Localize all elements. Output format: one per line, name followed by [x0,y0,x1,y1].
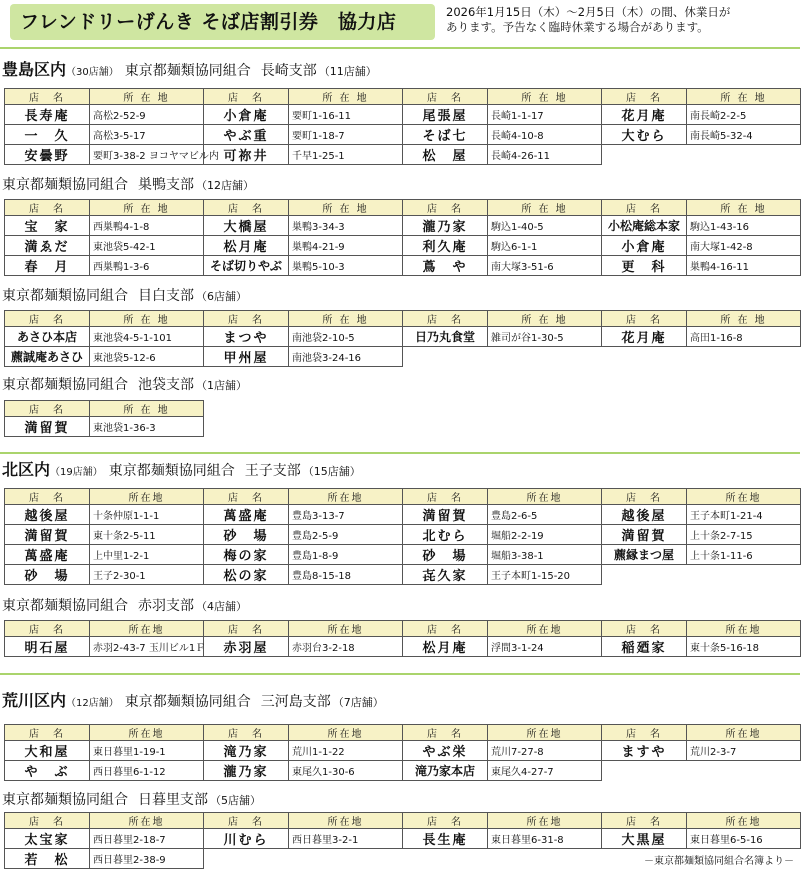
shop-address: 要町3-38-2 ヨコヤマビル内 [90,145,204,165]
shop-address: 長崎4-26-11 [488,145,602,165]
shop-address: 巣鴨4-21-9 [289,236,403,256]
shop-name: 砂 場 [204,525,289,545]
shop-address: 巣鴨4-16-11 [687,256,801,276]
table-row [5,236,801,256]
shop-name: やぶ栄 [403,741,488,761]
ward-count: （19店舗） [50,467,103,478]
shop-address: 南大塚1-42-8 [687,236,801,256]
shop-name: 藨誠庵あさひ [5,347,90,367]
shop-address: 王子本町1-21-4 [687,505,801,525]
shop-address: 高松3-5-17 [90,125,204,145]
branch-count: （11店舗） [318,65,377,78]
shop-address: 駒込1-43-16 [687,216,801,236]
org-name: 東京都麺類協同組合 [2,288,128,304]
table-row [5,216,801,236]
table-row [5,145,801,165]
branch-count: （7店舗） [332,696,384,709]
shop-address: 東日暮里6-31-8 [488,829,602,849]
empty-cell [403,347,488,367]
table-header-row [5,813,801,829]
shop-name: 花月庵 [602,105,687,125]
shop-name: 可祢井 [204,145,289,165]
divider [0,47,800,49]
shop-name: 北むら [403,525,488,545]
column-header-address: 所 在 地 [289,200,403,216]
shop-address: 西日暮里6-1-12 [90,761,204,781]
section-title-oji [2,461,361,482]
column-header-name: 店 名 [403,725,488,741]
shop-name: 大橋屋 [204,216,289,236]
shop-address: 南長崎5-32-4 [687,125,801,145]
column-header-address: 所 在 地 [289,311,403,327]
shop-table-akabane [4,620,801,657]
notice-line-2: あります。予告なく臨時休業する場合があります。 [446,20,709,34]
shop-name: 大黒屋 [602,829,687,849]
empty-cell [602,145,687,165]
column-header-address: 所在地 [687,725,801,741]
table-row [5,256,801,276]
shop-name: 藨縁まつ屋 [602,545,687,565]
shop-name: 満留賀 [5,525,90,545]
ward-name: 荒川区内 [2,691,67,710]
shop-name: 瀧乃家 [403,216,488,236]
shop-address: 豊島2-5-9 [289,525,403,545]
shop-name: 明石屋 [5,637,90,657]
shop-address: 東尾久4-27-7 [488,761,602,781]
ward-count: （12店舗） [66,698,119,709]
branch-count: （5店舗） [210,794,261,807]
branch-name: 赤羽支部 [138,598,194,614]
table-row [5,637,801,657]
table-row [5,105,801,125]
column-header-address: 所在地 [488,813,602,829]
column-header-name: 店 名 [602,89,687,105]
empty-cell [488,849,602,869]
shop-address: 豊島2-6-5 [488,505,602,525]
shop-address: 西巣鴨4-1-8 [90,216,204,236]
column-header-name: 店 名 [204,200,289,216]
column-header-address: 所在地 [90,725,204,741]
header [0,0,800,44]
column-header-name: 店 名 [5,621,90,637]
column-header-address: 所在地 [90,489,204,505]
shop-name: ますや [602,741,687,761]
shop-address: 千早1-25-1 [289,145,403,165]
shop-address: 上十条2-7-15 [687,525,801,545]
empty-cell [289,849,403,869]
section-title-mikawashima [2,692,384,713]
shop-name: 小松庵総本家 [602,216,687,236]
column-header-name: 店 名 [5,401,90,417]
table-header-row [5,489,801,505]
shop-name: 梅の家 [204,545,289,565]
shop-address: 巣鴨3-34-3 [289,216,403,236]
shop-name: 蔦 や [403,256,488,276]
shop-name: 満留賀 [602,525,687,545]
empty-cell [687,761,801,781]
column-header-address: 所 在 地 [488,200,602,216]
column-header-name: 店 名 [602,200,687,216]
section-title-mejiro [2,287,247,306]
shop-name: 川むら [204,829,289,849]
table-row [5,741,801,761]
column-header-address: 所在地 [289,725,403,741]
notice-line-1: 2026年1月15日（木）～2月5日（木）の間、休業日が [446,5,731,19]
shop-address: 東池袋5-12-6 [90,347,204,367]
column-header-address: 所在地 [488,621,602,637]
shop-address: 十条仲原1-1-1 [90,505,204,525]
shop-address: 王子本町1-15-20 [488,565,602,585]
branch-name: 日暮里支部 [138,792,208,808]
shop-address: 東十条2-5-11 [90,525,204,545]
column-header-name: 店 名 [602,621,687,637]
shop-address: 赤羽台3-2-18 [289,637,403,657]
column-header-address: 所 在 地 [488,89,602,105]
branch-count: （4店舗） [196,600,247,613]
column-header-address: 所 在 地 [289,89,403,105]
shop-name: 萬盛庵 [5,545,90,565]
branch-name: 巣鴨支部 [138,177,194,193]
branch-name: 長崎支部 [260,63,317,79]
shop-table-ikebukuro [4,400,204,437]
shop-name: 大むら [602,125,687,145]
column-header-name: 店 名 [602,813,687,829]
shop-name: 滝乃家 [204,741,289,761]
table-header-row [5,725,801,741]
shop-address: 西日暮里3-2-1 [289,829,403,849]
section-title-sugamo [2,176,254,195]
shop-name: 尾張屋 [403,105,488,125]
shop-name: 小倉庵 [204,105,289,125]
column-header-address: 所在地 [289,813,403,829]
column-header-address: 所在地 [90,813,204,829]
column-header-name: 店 名 [403,200,488,216]
column-header-name: 店 名 [204,311,289,327]
shop-name: 春 月 [5,256,90,276]
branch-count: （15店舗） [302,465,361,478]
shop-name: 太宝家 [5,829,90,849]
shop-table-sugamo [4,199,801,276]
column-header-name: 店 名 [5,489,90,505]
column-header-name: 店 名 [204,89,289,105]
column-header-name: 店 名 [403,813,488,829]
column-header-address: 所 在 地 [90,200,204,216]
table-header-row [5,200,801,216]
table-header-row [5,89,801,105]
shop-address: 西日暮里2-18-7 [90,829,204,849]
shop-name: 更 科 [602,256,687,276]
shop-name: 松月庵 [204,236,289,256]
table-row [5,525,801,545]
shop-table-mikawashima [4,724,801,781]
empty-cell [687,347,801,367]
shop-name: 赤羽屋 [204,637,289,657]
column-header-name: 店 名 [204,621,289,637]
branch-name: 目白支部 [138,288,194,304]
column-header-name: 店 名 [5,311,90,327]
column-header-name: 店 名 [602,489,687,505]
empty-cell [602,761,687,781]
branch-count: （1店舗） [196,379,247,392]
ward-name: 豊島区内 [2,60,67,79]
shop-name: 甲州屋 [204,347,289,367]
shop-address: 東池袋4-5-1-101 [90,327,204,347]
column-header-address: 所 在 地 [687,200,801,216]
shop-address: 東池袋5-42-1 [90,236,204,256]
shop-address: 上中里1-2-1 [90,545,204,565]
shop-name: 越後屋 [5,505,90,525]
shop-address: 長崎4-10-8 [488,125,602,145]
column-header-address: 所在地 [289,489,403,505]
shop-name: 満留賀 [5,417,90,437]
shop-name: 若 松 [5,849,90,869]
section-title-ikebukuro [2,376,247,395]
ward-name: 北区内 [2,460,51,479]
org-name: 東京都麺類協同組合 [2,598,128,614]
shop-name: やぶ重 [204,125,289,145]
column-header-address: 所 在 地 [90,401,204,417]
shop-address: 南長崎2-2-5 [687,105,801,125]
shop-address: 要町1-16-11 [289,105,403,125]
branch-name: 池袋支部 [138,377,194,393]
shop-name: まつや [204,327,289,347]
branch-name: 三河島支部 [260,694,331,710]
divider [0,673,800,675]
column-header-name: 店 名 [403,89,488,105]
column-header-name: 店 名 [403,621,488,637]
shop-address: 東尾久1-30-6 [289,761,403,781]
column-header-name: 店 名 [204,725,289,741]
shop-name: 小倉庵 [602,236,687,256]
shop-name: 安曇野 [5,145,90,165]
table-row [5,417,204,437]
shop-name: 㐂久家 [403,565,488,585]
shop-address: 東十条5-16-18 [687,637,801,657]
column-header-address: 所在地 [687,489,801,505]
section-title-nagasaki [2,61,377,82]
empty-cell [687,565,801,585]
shop-name: 大和屋 [5,741,90,761]
empty-cell [602,565,687,585]
empty-cell [488,347,602,367]
column-header-name: 店 名 [403,489,488,505]
shop-address: 荒川2-3-7 [687,741,801,761]
empty-cell [687,145,801,165]
table-row [5,347,801,367]
shop-address: 駒込1-40-5 [488,216,602,236]
table-row [5,545,801,565]
column-header-name: 店 名 [403,311,488,327]
branch-name: 王子支部 [244,463,301,479]
branch-count: （12店舗） [196,179,254,192]
table-row [5,327,801,347]
shop-name: 稲廼家 [602,637,687,657]
column-header-address: 所在地 [289,621,403,637]
shop-name: 滝乃家本店 [403,761,488,781]
shop-address: 西日暮里2-38-9 [90,849,204,869]
column-header-address: 所 在 地 [488,311,602,327]
shop-address: 長崎1-1-17 [488,105,602,125]
shop-name: 越後屋 [602,505,687,525]
column-header-address: 所在地 [90,621,204,637]
shop-name: 長生庵 [403,829,488,849]
shop-name: 松の家 [204,565,289,585]
section-title-akabane [2,597,247,616]
shop-table-oji [4,488,801,585]
shop-address: 豊島1-8-9 [289,545,403,565]
column-header-name: 店 名 [5,725,90,741]
column-header-address: 所 在 地 [90,89,204,105]
shop-address: 東日暮里6-5-16 [687,829,801,849]
shop-address: 雑司が谷1-30-5 [488,327,602,347]
shop-address: 荒川7-27-8 [488,741,602,761]
column-header-address: 所在地 [488,725,602,741]
column-header-name: 店 名 [602,311,687,327]
column-header-name: 店 名 [5,200,90,216]
branch-count: （6店舗） [196,290,247,303]
shop-address: 高田1-16-8 [687,327,801,347]
shop-address: 豊島3-13-7 [289,505,403,525]
shop-address: 東池袋1-36-3 [90,417,204,437]
table-header-row [5,621,801,637]
column-header-name: 店 名 [204,813,289,829]
shop-name: 満留賀 [403,505,488,525]
page-title: フレンドリーげんき そば店割引券 協力店 [10,4,435,40]
shop-name: 花月庵 [602,327,687,347]
shop-table-nagasaki [4,88,801,165]
shop-address: 堀船3-38-1 [488,545,602,565]
shop-address: 南池袋3-24-16 [289,347,403,367]
ward-count: （30店舗） [66,67,119,78]
shop-name: 砂 場 [403,545,488,565]
column-header-address: 所 在 地 [687,89,801,105]
org-name: 東京都麺類協同組合 [2,377,128,393]
shop-name: 砂 場 [5,565,90,585]
org-name: 東京都麺類協同組合 [2,177,128,193]
column-header-address: 所在地 [687,621,801,637]
empty-cell [403,849,488,869]
empty-cell [602,347,687,367]
table-row [5,565,801,585]
shop-address: 巣鴨5-10-3 [289,256,403,276]
column-header-address: 所在地 [488,489,602,505]
shop-name: 利久庵 [403,236,488,256]
table-header-row [5,311,801,327]
empty-cell [204,849,289,869]
closure-notice [446,5,796,35]
shop-address: 豊島8-15-18 [289,565,403,585]
shop-address: 西巣鴨1-3-6 [90,256,204,276]
shop-address: 上十条1-11-6 [687,545,801,565]
org-name: 東京都麺類協同組合 [108,463,235,479]
shop-name: 満ゑだ [5,236,90,256]
shop-name: 日乃丸食堂 [403,327,488,347]
shop-name: 瀧乃家 [204,761,289,781]
shop-name: 萬盛庵 [204,505,289,525]
shop-address: 王子2-30-1 [90,565,204,585]
shop-address: 南大塚3-51-6 [488,256,602,276]
table-row [5,829,801,849]
shop-name: 長寿庵 [5,105,90,125]
shop-address: 南池袋2-10-5 [289,327,403,347]
shop-name: 松月庵 [403,637,488,657]
table-row [5,125,801,145]
shop-address: 浮間3-1-24 [488,637,602,657]
section-title-nippori [2,791,261,810]
shop-name: や ぶ [5,761,90,781]
divider [0,452,800,454]
shop-table-mejiro [4,310,801,367]
shop-address: 堀船2-2-19 [488,525,602,545]
column-header-address: 所在地 [687,813,801,829]
shop-name: そば切りやぶ [204,256,289,276]
shop-name: 宝 家 [5,216,90,236]
shop-name: あさひ本店 [5,327,90,347]
column-header-name: 店 名 [602,725,687,741]
column-header-name: 店 名 [204,489,289,505]
column-header-name: 店 名 [5,89,90,105]
shop-name: そば七 [403,125,488,145]
shop-address: 要町1-18-7 [289,125,403,145]
shop-address: 東日暮里1-19-1 [90,741,204,761]
table-row [5,505,801,525]
column-header-address: 所 在 地 [90,311,204,327]
column-header-name: 店 名 [5,813,90,829]
org-name: 東京都麺類協同組合 [2,792,128,808]
table-header-row [5,401,204,417]
shop-address: 高松2-52-9 [90,105,204,125]
shop-address: 荒川1-1-22 [289,741,403,761]
source-note: －東京都麺類協同組合名簿より－ [644,856,794,867]
shop-name: 松 屋 [403,145,488,165]
org-name: 東京都麺類協同組合 [124,694,251,710]
org-name: 東京都麺類協同組合 [124,63,251,79]
shop-address: 赤羽2-43-7 玉川ビル1Ｆ [90,637,204,657]
table-row [5,761,801,781]
shop-address: 駒込6-1-1 [488,236,602,256]
shop-name: 一 久 [5,125,90,145]
column-header-address: 所 在 地 [687,311,801,327]
